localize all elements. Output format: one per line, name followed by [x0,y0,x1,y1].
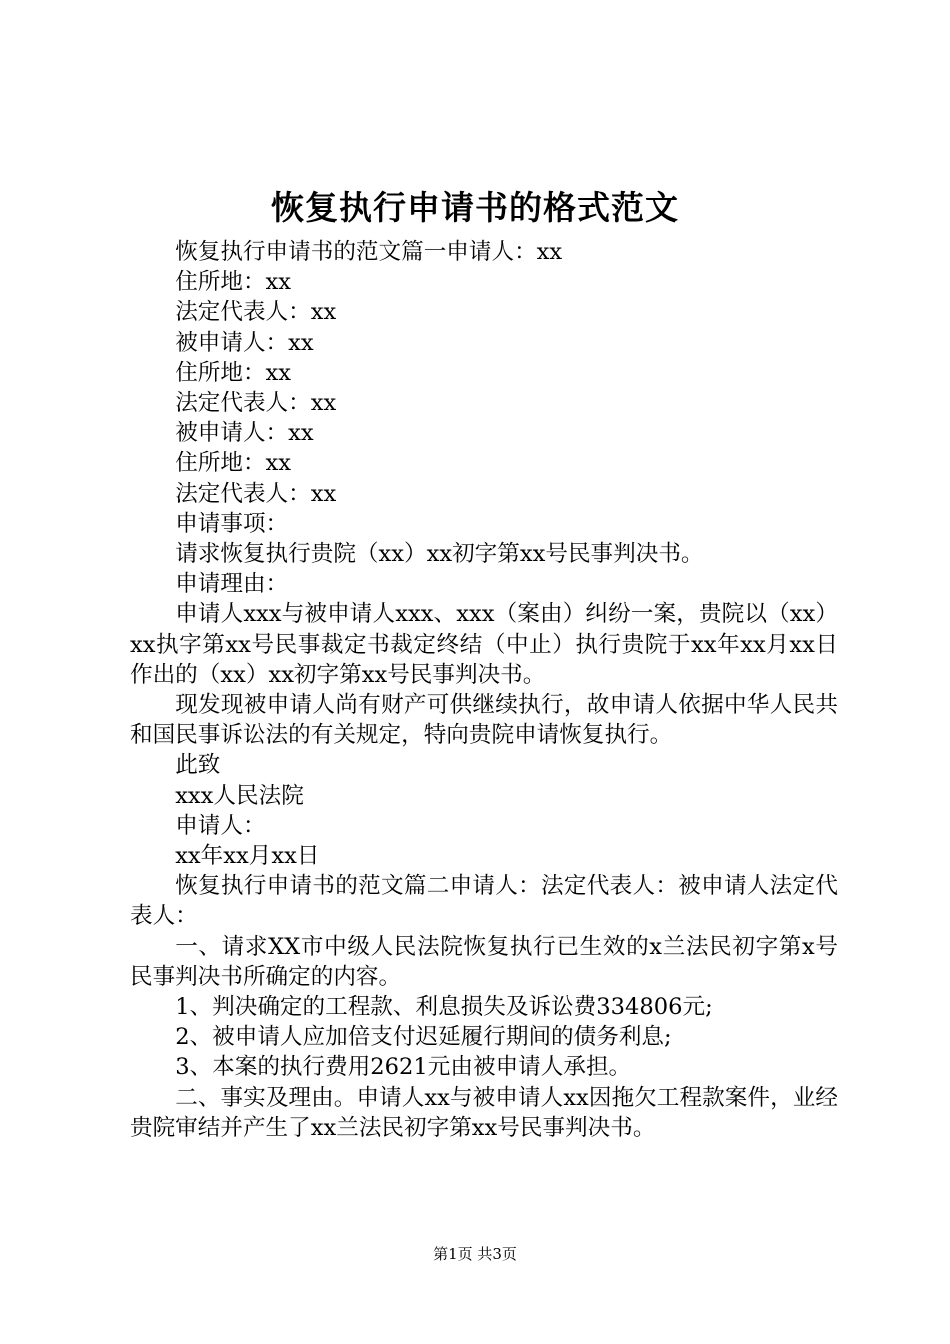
paragraph: 住所地：xx [175,359,292,386]
paragraph: 一、请求XX市中级人民法院恢复执行已生效的x兰法民初字第x号民事判决书所确定的内容。 [130,933,838,990]
paragraph: 此致 [175,752,221,779]
paragraph: 恢复执行申请书的范文篇一申请人：xx [175,239,563,265]
paragraph: 法定代表人：xx [175,390,337,417]
document-title: 恢复执行申请书的格式范文 [271,188,679,227]
paragraph: 恢复执行申请书的范文篇二申请人：法定代表人：被申请人法定代表人： [130,873,838,930]
paragraph: xxx人民法院 [175,782,304,809]
paragraph: 申请理由： [175,571,289,598]
paragraph: 现发现被申请人尚有财产可供继续执行，故申请人依据中华人民共和国民事诉讼法的有关规定，特向贵院申请恢复执行。 [130,692,838,749]
paragraph: 被申请人：xx [175,420,314,447]
page-footer: 第1页 共3页 [433,1245,517,1263]
paragraph: 被申请人：xx [175,329,314,356]
paragraph: 申请事项： [175,510,289,537]
paragraph: 3、本案的执行费用2621元由被申请人承担。 [175,1054,632,1081]
paragraph: 1、判决确定的工程款、利息损失及诉讼费334806元; [175,994,713,1021]
paragraph: 二、事实及理由。申请人xx与被申请人xx因拖欠工程款案件，业经贵院审结并产生了xx兰法民初字第xx号民事判决书。 [130,1084,838,1141]
paragraph: 申请人xxx与被申请人xxx、xxx（案由）纠纷一案，贵院以（xx）xx执字第xx号民事裁定书裁定终结（中止）执行贵院于xx年xx月xx日作出的（xx）xx初字第xx号民事判决书。 [130,601,838,688]
paragraph: 请求恢复执行贵院（xx）xx初字第xx号民事判决书。 [175,541,704,568]
document-body [130,237,838,1143]
paragraph: 法定代表人：xx [175,299,337,326]
paragraph: 住所地：xx [175,450,292,477]
paragraph: xx年xx月xx日 [175,843,320,870]
paragraph: 申请人： [175,812,266,839]
paragraph: 法定代表人：xx [175,480,337,507]
paragraph: 住所地：xx [175,269,292,296]
paragraph: 2、被申请人应加倍支付迟延履行期间的债务利息; [175,1024,672,1051]
